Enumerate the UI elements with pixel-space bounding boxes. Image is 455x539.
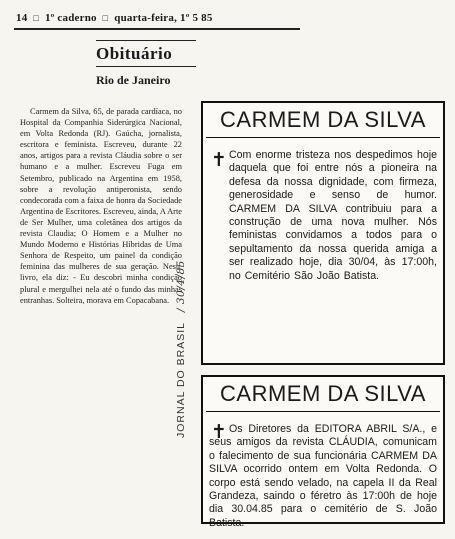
funeral-notice xyxy=(201,375,445,529)
title-rule-top xyxy=(96,40,196,41)
city-heading: Rio de Janeiro xyxy=(96,73,171,87)
page-number: 14 xyxy=(16,12,28,24)
header-rule xyxy=(14,28,300,30)
source-date: / 30/4/85 xyxy=(175,260,187,313)
notice-title: CARMEM DA SILVA xyxy=(220,381,426,406)
separator-mark: □ xyxy=(33,13,39,23)
notice-divider xyxy=(206,137,440,138)
obituary-article: Carmem da Silva, 65, de parada cardíaca, no Hospital da Companhia Siderúrgica Nacional, em Volta Redonda (RJ). Gaúcha, jornalista, escritora e feminista. Escreveu, durante 22 anos, artigos para a revista Cláudia sobre o ser humano e a mulher. Escreveu Fuga em Setembro, publicado na Argentina em 1958, sobre a revolução antiperonista, sendo condecorada com a faixa de honra da Sociedade Argentina de Escritores. Escreveu, ainda, A Arte de Ser Mulher, uma coletânea dos artigos da revista Claudia; O Homem e a Mulher no Mundo Moderno e Histórias Híbridas de Uma Senhora de Respeito, um painel da condição feminina das mulheres de sua geração. Neste livro, ela diz: - Eu descobri minha condição plural e mergulhei nela até o fundo das minhas entranhas. Solteira, morava em Copacabana. xyxy=(20,107,182,305)
notice-title: CARMEM DA SILVA xyxy=(220,107,426,132)
notice-divider xyxy=(206,411,440,412)
section-title: Obituário xyxy=(96,44,173,63)
cross-icon: ✝ xyxy=(211,421,227,443)
source-paper: JORNAL DO BRASIL xyxy=(175,322,187,438)
source-caption xyxy=(175,260,187,438)
cross-icon: ✝ xyxy=(211,149,227,171)
funeral-notice xyxy=(201,101,445,365)
notice-text: Os Diretores da EDITORA ABRIL S/A., e seus amigos da revista CLÁUDIA, comunicam o falecimento de sua funcionária CARMEM DA SILVA ocorrido ontem em Volta Redonda. O corpo está sendo velado, na capela II da Real Grandeza, saindo o féretro às 17:00h de hoje dia 30.04.85 para o cemitério de S. João Batista. xyxy=(209,423,437,529)
issue-date: quarta-feira, 1º 5 85 xyxy=(114,12,213,24)
separator-mark: □ xyxy=(102,13,109,23)
section-name: 1º caderno xyxy=(44,12,97,24)
notice-text: Com enorme tristeza nos despedimos hoje daquela que foi entre nós a pioneira na defesa da nossa dignidade, com firmeza, generosidade e senso de humor. CARMEM DA SILVA contribuiu para a construção de uma nova mulher. Nós feministas convidamos a todos para o sepultamento da nossa querida amiga a ser realizado hoje, dia 30/04, às 17:00h, no Cemitério São João Batista. xyxy=(229,149,437,282)
title-rule-bottom xyxy=(96,66,196,67)
page-header xyxy=(16,12,296,24)
